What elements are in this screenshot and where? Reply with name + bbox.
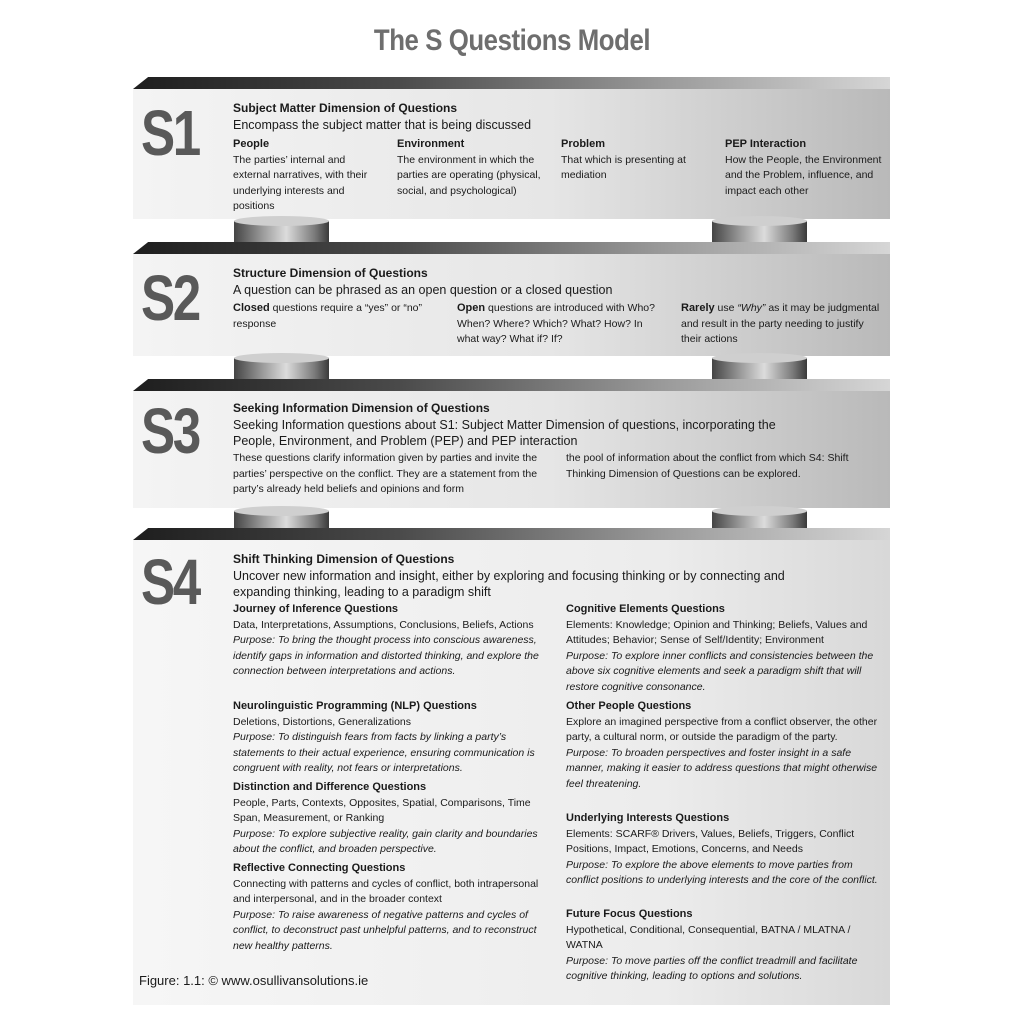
s2-rarely-text: as it may be judgmental and result in the party needing to justify their actions <box>681 302 880 345</box>
s4-item-title: Distinction and Difference Questions <box>233 781 427 793</box>
s4-panel <box>133 540 890 1005</box>
s4-journey-of-inference <box>233 602 551 680</box>
s2-rarely-mid: use <box>714 302 738 314</box>
s2-subtitle: A question can be phrased as an open question or a closed question <box>233 283 613 297</box>
s4-reflective-connecting <box>233 861 551 954</box>
s1-col-text: The environment in which the parties are operating (physical, social, and psychological) <box>397 153 541 197</box>
s4-nlp <box>233 699 551 777</box>
s4-item-title: Journey of Inference Questions <box>233 603 399 615</box>
s4-item-text: Elements: SCARF® Drivers, Values, Beliefs, Triggers, Conflict Positions, Impact, Emotions, Concerns, and Needs <box>566 827 855 855</box>
s2-label: S2 <box>141 262 199 334</box>
s4-item-title: Neurolinguistic Programming (NLP) Questions <box>233 700 477 712</box>
s3-shelf <box>133 379 890 391</box>
s2-open-lead: Open <box>457 302 486 314</box>
s1-panel <box>133 89 890 219</box>
s4-underlying-interests <box>566 811 884 889</box>
s4-cognitive-elements <box>566 602 884 695</box>
s2-panel <box>133 254 890 356</box>
s2-closed-text: questions require a “yes” or “no” response <box>233 302 423 330</box>
s4-item-purpose: Purpose: To distinguish fears from facts by linking a party’s statements to their actual experience, ensuring communication is congruent with reality, not fears or interpretations. <box>233 731 535 774</box>
s1-col-text: That which is presenting at mediation <box>561 153 686 181</box>
s1-col-text: How the People, the Environment and the Problem, influence, and impact each other <box>725 153 882 197</box>
s2-rarely <box>681 301 886 348</box>
s1-col-text: The parties’ internal and external narratives, with their underlying interests and positions <box>233 153 368 212</box>
s2-open <box>457 301 657 348</box>
s4-item-text: Data, Interpretations, Assumptions, Conclusions, Beliefs, Actions <box>233 618 534 631</box>
s4-heading: Shift Thinking Dimension of Questions <box>233 552 455 566</box>
s4-distinction-difference <box>233 780 551 858</box>
s3-heading: Seeking Information Dimension of Questions <box>233 401 490 415</box>
page-title: The S Questions Model <box>373 24 651 57</box>
s1-col-pep <box>725 137 885 199</box>
s2-shelf <box>133 242 890 254</box>
s1-col-title: People <box>233 138 270 150</box>
s1-col-title: Environment <box>397 138 465 150</box>
s2-closed <box>233 301 445 332</box>
s4-item-purpose: Purpose: To bring the thought process into conscious awareness, identify gaps in information and distorted thinking, and explore the connection between interpretations and actions. <box>233 634 539 677</box>
s1-heading: Subject Matter Dimension of Questions <box>233 101 458 115</box>
s4-item-title: Cognitive Elements Questions <box>566 603 725 615</box>
s4-item-title: Other People Questions <box>566 700 692 712</box>
s4-item-purpose: Purpose: To explore inner conflicts and consistencies between the above six cognitive elements and seek a paradigm shift that will restore cognitive consonance. <box>566 649 874 693</box>
s3-col2: the pool of information about the conflict from which S4: Shift Thinking Dimension of Questions can be explored. <box>566 452 849 480</box>
s1-col-people <box>233 137 385 215</box>
s4-shelf <box>133 528 890 540</box>
s3-label: S3 <box>141 395 199 467</box>
s4-item-purpose: Purpose: To raise awareness of negative patterns and cycles of conflict, to deconstruct past unhelpful patterns, and to reconstruct new healthy patterns. <box>233 908 537 952</box>
s4-label: S4 <box>141 546 199 618</box>
s2-closed-lead: Closed <box>233 302 270 314</box>
figure-caption: Figure: 1.1: © www.osullivansolutions.ie <box>139 973 369 988</box>
s2-open-text: questions are introduced with Who? When? Where? Which? What? How? In what way? What if? If? <box>457 302 655 345</box>
s1-shelf <box>133 77 890 89</box>
s4-item-text: Hypothetical, Conditional, Consequential, BATNA / MLATNA / WATNA <box>566 923 851 951</box>
s2-heading: Structure Dimension of Questions <box>233 266 428 280</box>
s4-subtitle: Uncover new information and insight, either by exploring and focusing thinking or by connecting and expanding thinking, leading to a paradigm shift <box>233 569 785 599</box>
s4-item-text: People, Parts, Contexts, Opposites, Spatial, Comparisons, Time Span, Measurement, or Ranking <box>233 796 531 824</box>
s1-label: S1 <box>141 97 199 169</box>
s3-subtitle: Seeking Information questions about S1: Subject Matter Dimension of questions, incorporating the People, Environment, and Problem (PEP) and PEP interaction <box>233 418 776 448</box>
s4-item-purpose: Purpose: To explore the above elements to move parties from conflict positions to underlying interests and the core of the conflict. <box>566 858 878 886</box>
s4-other-people <box>566 699 884 792</box>
s4-item-purpose: Purpose: To broaden perspectives and foster insight in a safe manner, making it easier to address questions that might otherwise feel threatening. <box>566 746 878 790</box>
s4-item-title: Underlying Interests Questions <box>566 812 730 824</box>
s4-item-title: Reflective Connecting Questions <box>233 862 406 874</box>
s2-rarely-lead: Rarely <box>681 302 715 314</box>
s1-col-environment <box>397 137 545 199</box>
s3-col1: These questions clarify information given by parties and invite the parties’ perspective on the conflict. They are a statement from the party’s already held beliefs and opinions and form <box>233 452 538 495</box>
s4-future-focus <box>566 907 884 985</box>
s4-item-title: Future Focus Questions <box>566 908 693 920</box>
s4-item-text: Explore an imagined perspective from a conflict observer, the other party, a cultural norm, or outside the paradigm of the party. <box>566 715 878 743</box>
s1-col-title: Problem <box>561 138 606 150</box>
s1-col-title: PEP Interaction <box>725 138 807 150</box>
s1-subtitle: Encompass the subject matter that is being discussed <box>233 118 532 132</box>
s2-rarely-why: “Why” <box>737 302 766 314</box>
s3-panel <box>133 391 890 508</box>
s4-item-text: Elements: Knowledge; Opinion and Thinking; Beliefs, Values and Attitudes; Behavior; Sense of Self/Identity; Environment <box>566 618 868 646</box>
s1-col-problem <box>561 137 711 184</box>
s4-item-text: Deletions, Distortions, Generalizations <box>233 715 411 728</box>
s4-item-text: Connecting with patterns and cycles of conflict, both intrapersonal and interpersonal, and in the broader context <box>233 877 539 905</box>
s4-item-purpose: Purpose: To explore subjective reality, gain clarity and boundaries about the conflict, and broaden perspective. <box>233 827 538 855</box>
s4-item-purpose: Purpose: To move parties off the conflict treadmill and facilitate cognitive thinking, leading to options and solutions. <box>566 954 858 982</box>
